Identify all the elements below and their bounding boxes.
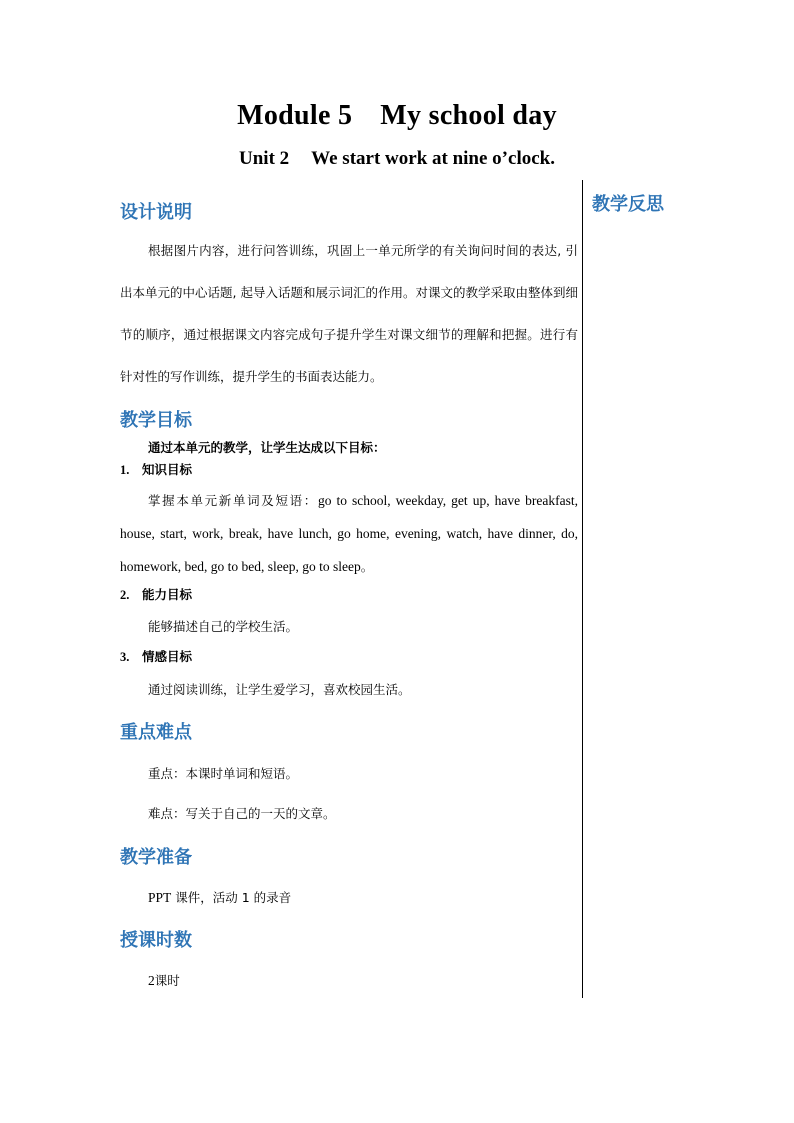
knowledge-vocab (120, 484, 578, 583)
key-focus: 重点：本课时单词和短语。 (148, 766, 299, 781)
prep-text (148, 888, 291, 906)
key-difficulty: 难点：写关于自己的一天的文章。 (148, 806, 336, 821)
knowledge-end: 。 (360, 559, 374, 574)
knowledge-prefix: 掌握本单元新单词及短语： (148, 493, 318, 508)
unit-number: Unit 2 (239, 148, 290, 169)
goal-label: 知识目标 (142, 462, 193, 477)
design-heading: 设计说明 (120, 202, 192, 223)
unit-title: We start work at nine o’clock. (311, 148, 555, 169)
hours-text (148, 971, 180, 989)
hours-unit: 课时 (154, 973, 180, 988)
key-heading: 重点难点 (120, 722, 192, 743)
goals-heading: 教学目标 (120, 410, 192, 431)
prep-text-en: PPT (148, 890, 172, 905)
ability-text: 能够描述自己的学校生活。 (148, 619, 299, 634)
page-subtitle (0, 148, 794, 170)
design-paragraph: 根据图片内容，进行问答训练，巩固上一单元所学的有关询问时间的表达, 引出本单元的中心话题, 起导入话题和展示词汇的作用。对课文的教学采取由整体到细节的顺序，通过根据课文内容完成句子提升学生对课文细节的理解和把握。进行有针对性的写作训练，提升学生的书面表达能力。 (120, 243, 578, 384)
module-name: My school day (380, 100, 557, 131)
goal-item-ability (120, 585, 192, 603)
goal-label: 能力目标 (142, 587, 193, 602)
goal-item-emotion (120, 647, 192, 665)
column-divider (582, 180, 583, 998)
knowledge-words: go to school, weekday, get up, have breakfast, house, start, work, break, have lunch, go home, evening, watch, have dinner, do, homework, bed, go to bed, sleep, go to sleep (120, 493, 578, 574)
goal-number: 1. (120, 463, 130, 477)
reflection-heading: 教学反思 (592, 194, 664, 215)
hours-heading: 授课时数 (120, 930, 192, 951)
emotion-text: 通过阅读训练，让学生爱学习，喜欢校园生活。 (148, 682, 411, 697)
goals-intro: 通过本单元的教学，让学生达成以下目标： (148, 440, 386, 455)
prep-text-cn: 课件，活动 1 的录音 (175, 890, 292, 905)
goal-item-knowledge (120, 460, 192, 478)
prep-heading: 教学准备 (120, 847, 192, 868)
hours-number: 2 (148, 973, 155, 988)
goal-number: 3. (120, 650, 130, 664)
module-number: Module 5 (237, 100, 353, 131)
goal-label: 情感目标 (142, 649, 193, 664)
goal-number: 2. (120, 588, 130, 602)
page-title (0, 100, 794, 132)
